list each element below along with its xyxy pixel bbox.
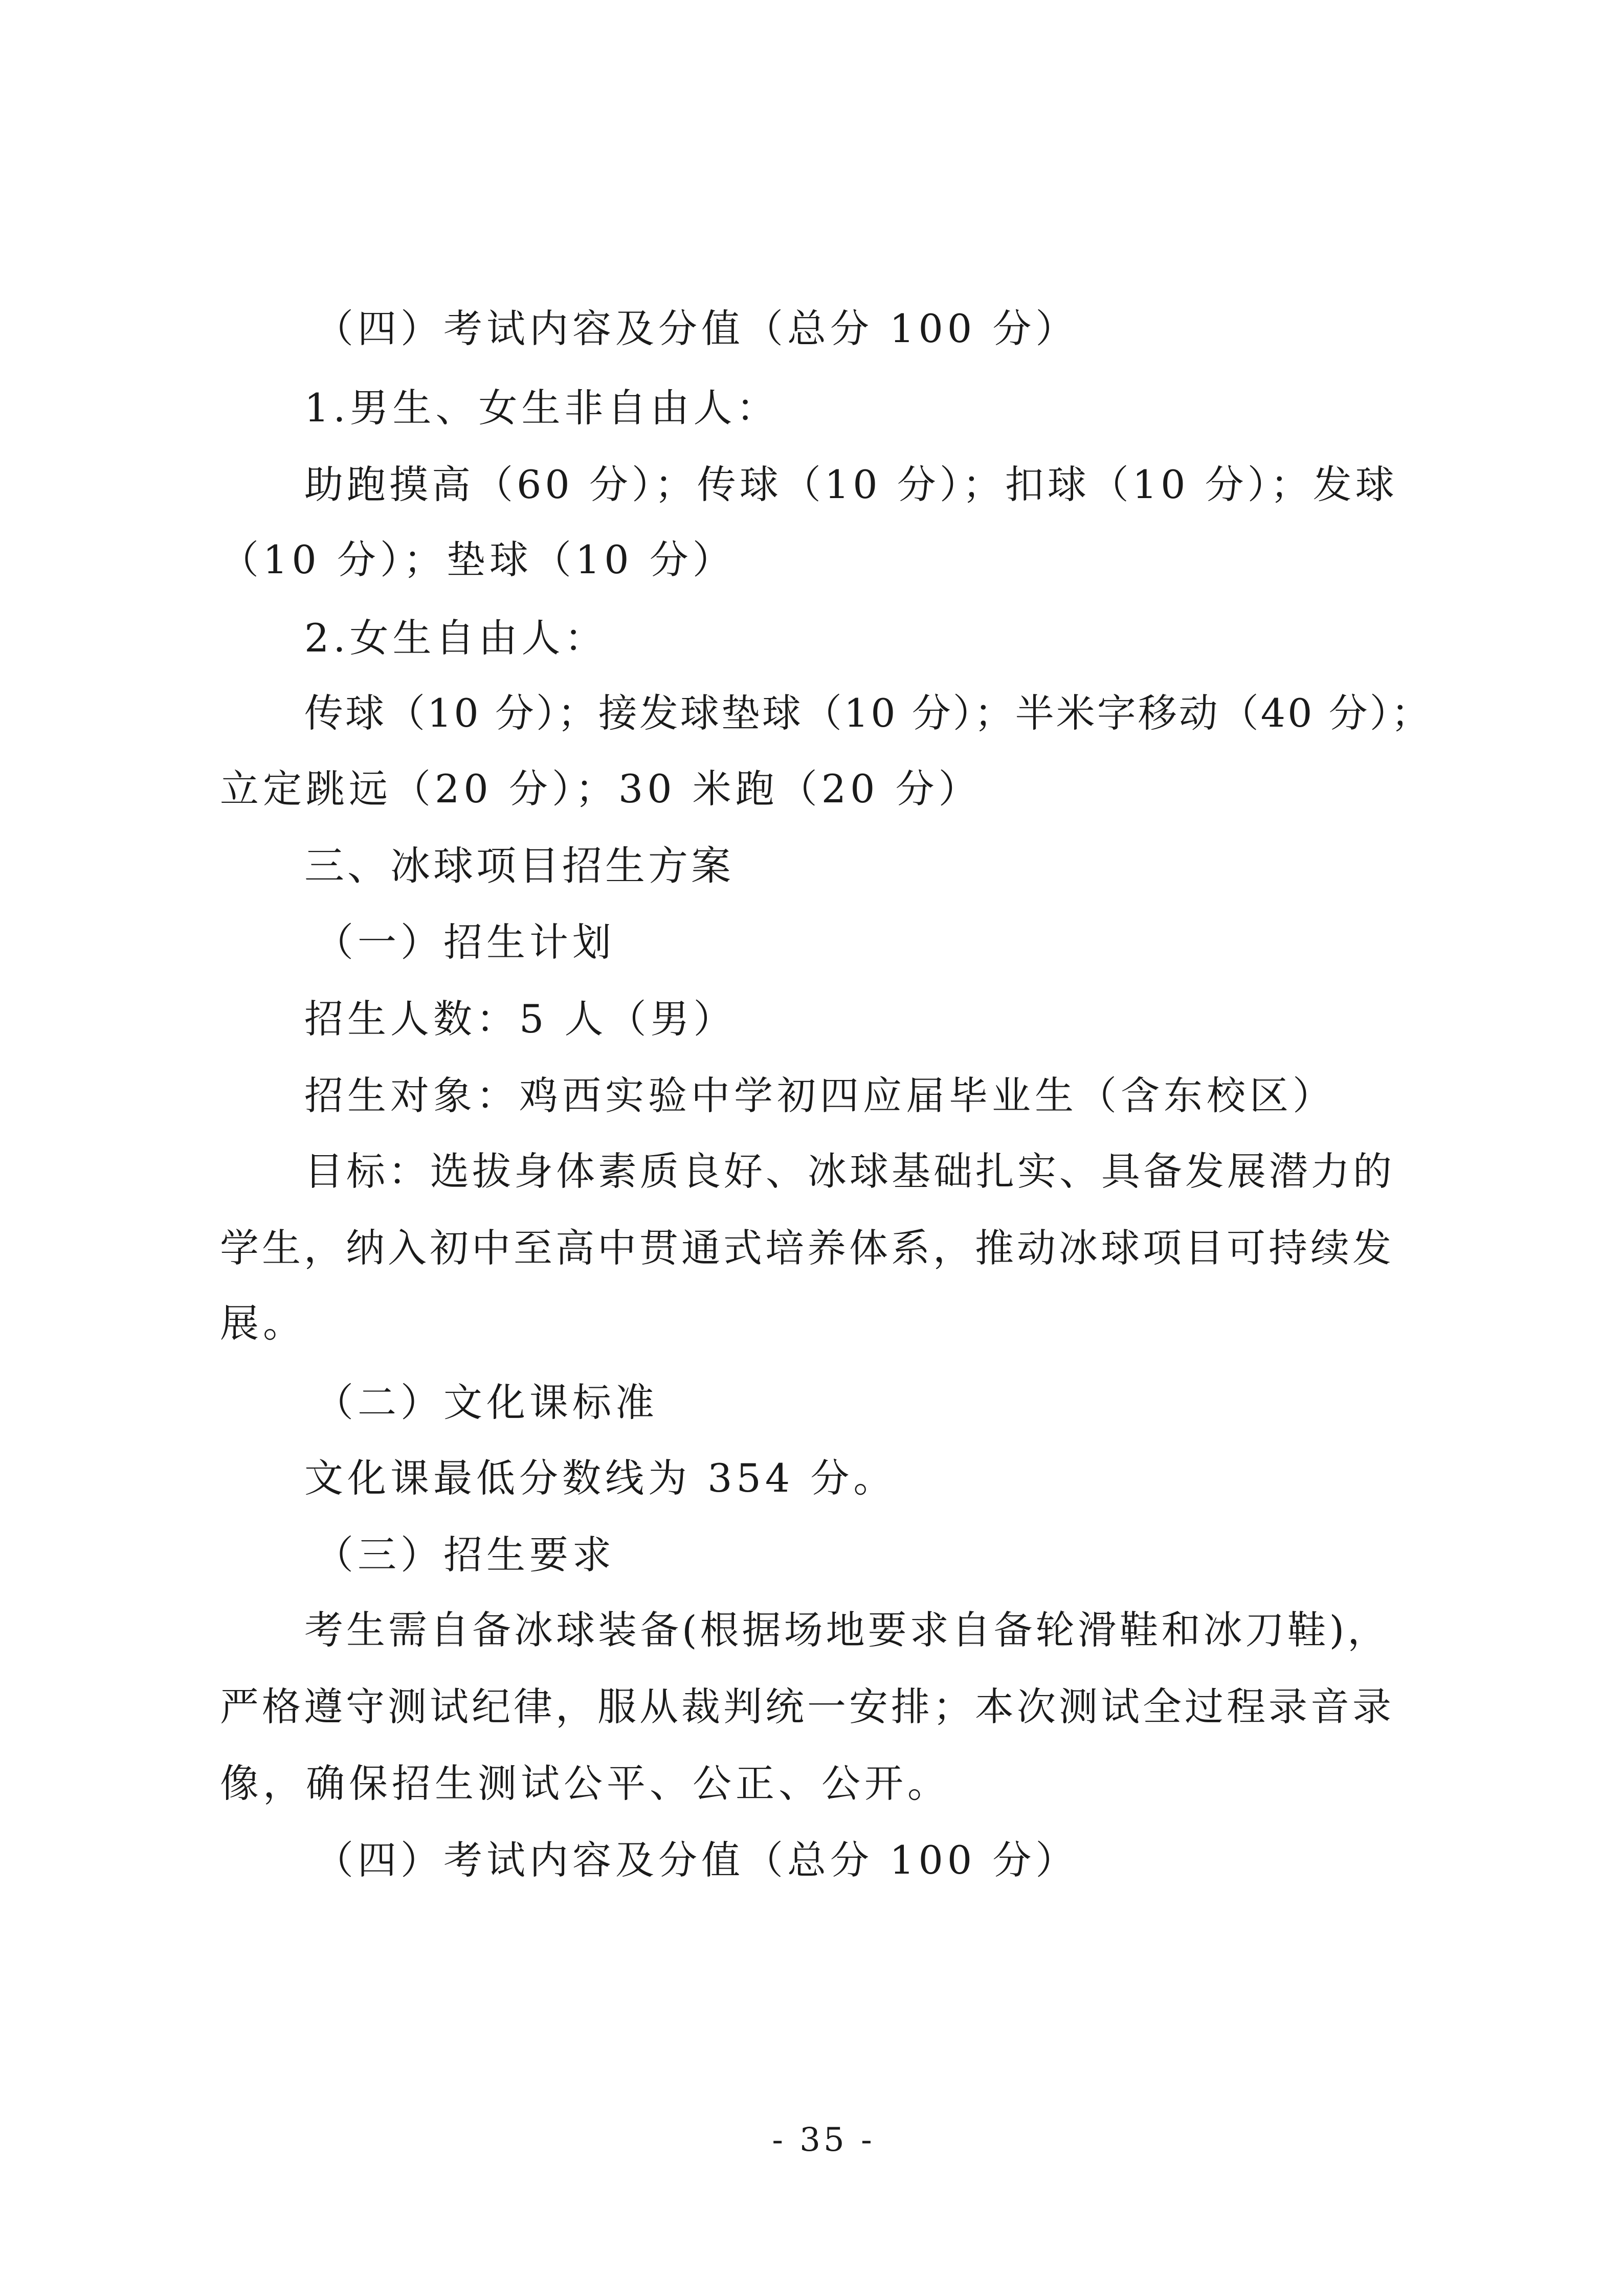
paragraph-line: 目标：选拔身体素质良好、冰球基础扎实、具备发展潜力的 — [304, 1149, 1395, 1194]
paragraph-line: 文化课最低分数线为 354 分。 — [304, 1455, 897, 1501]
paragraph-line: 考生需自备冰球装备(根据场地要求自备轮滑鞋和冰刀鞋)， — [304, 1607, 1390, 1653]
paragraph-line: 招生人数：5 人（男） — [304, 996, 737, 1042]
paragraph-line: 传球（10 分）；接发球垫球（10 分）；半米字移动（40 分）； — [304, 690, 1432, 736]
section-heading-exam-content: （四）考试内容及分值（总分 100 分） — [315, 306, 1079, 351]
paragraph-line: 像，确保招生测试公平、公正、公开。 — [220, 1761, 950, 1806]
paragraph-line: 立定跳远（20 分）；30 米跑（20 分） — [220, 766, 982, 812]
section-heading-requirements: （三）招生要求 — [315, 1532, 615, 1578]
paragraph-line: （10 分）；垫球（10 分） — [220, 537, 736, 582]
section-heading-academic-standard: （二）文化课标准 — [315, 1380, 658, 1425]
list-item-title-female-libero: 2.女生自由人： — [304, 615, 608, 661]
section-heading-exam-content: （四）考试内容及分值（总分 100 分） — [315, 1837, 1079, 1883]
paragraph-line: 助跑摸高（60 分）；传球（10 分）；扣球（10 分）；发球 — [304, 462, 1398, 507]
list-item-title-male-female-nonlibero: 1.男生、女生非自由人： — [304, 385, 780, 431]
page-number: - 35 - — [772, 2121, 875, 2159]
paragraph-line: 展。 — [220, 1300, 306, 1346]
section-heading-enrollment-plan: （一）招生计划 — [315, 919, 615, 965]
paragraph-line: 招生对象：鸡西实验中学初四应届毕业生（含东校区） — [304, 1073, 1336, 1118]
paragraph-line: 严格遵守测试纪律，服从裁判统一安排；本次测试全过程录音录 — [220, 1684, 1394, 1729]
section-title-ice-hockey: 三、冰球项目招生方案 — [304, 843, 735, 889]
paragraph-line: 学生，纳入初中至高中贯通式培养体系，推动冰球项目可持续发 — [220, 1225, 1394, 1271]
